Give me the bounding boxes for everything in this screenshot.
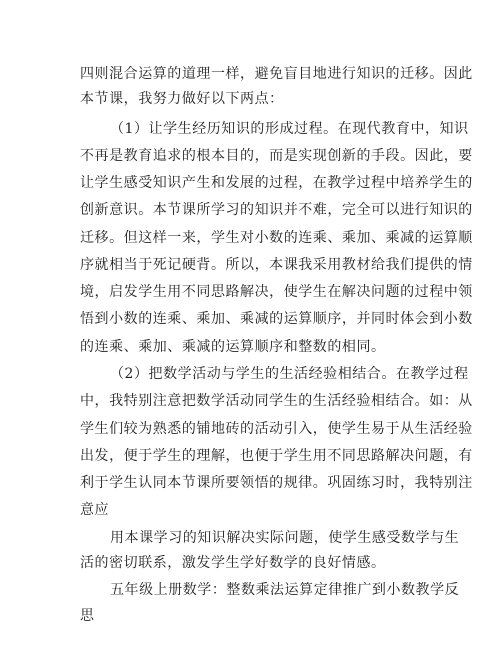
text-line: 用本课学习的知识解决实际问题，使学生感受数学与生 (110, 530, 460, 546)
text-line: 中，我特别注意把数学活动同学生的生活经验相结合。如：从 (80, 393, 473, 409)
section-heading: 思 (80, 608, 95, 624)
text-line: 不再是教育追求的根本目的，而是实现创新的手段。因此，要 (80, 148, 473, 164)
text-line: 让学生感受知识产生和发展的过程，在教学过程中培养学生的 (80, 175, 473, 191)
text-line: 活的密切联系，激发学生学好数学的良好情感。 (80, 555, 386, 571)
section-heading: 五年级上册数学：整数乘法运算定律推广到小数教学反 (110, 582, 460, 598)
text-line: 意应 (80, 502, 110, 518)
text-line: 的连乘、乘加、乘减的运算顺序和整数的相同。 (80, 339, 386, 355)
text-line: （1）让学生经历知识的形成过程。在现代教育中，知识 (110, 121, 469, 137)
text-line: 迁移。但这样一来，学生对小数的连乘、乘加、乘减的运算顺 (80, 230, 473, 246)
text-line: （2）把数学活动与学生的生活经验相结合。在教学过程 (110, 366, 469, 382)
text-line: 序就相当于死记硬背。所以，本课我采用教材给我们提供的情 (80, 257, 473, 273)
text-line: 四则混合运算的道理一样，避免盲目地进行知识的迁移。因此 (80, 66, 473, 82)
text-line: 创新意识。本节课所学习的知识并不难，完全可以进行知识的 (80, 202, 473, 218)
text-line: 学生们较为熟悉的铺地砖的活动引入，使学生易于从生活经验 (80, 421, 473, 437)
text-line: 出发，便于学生的理解，也便于学生用不同思路解决问题，有 (80, 448, 473, 464)
text-line: 境，启发学生用不同思路解决，使学生在解决问题的过程中领 (80, 284, 473, 300)
text-line: 本节课，我努力做好以下两点： (80, 91, 284, 107)
text-line: 悟到小数的连乘、乘加、乘减的运算顺序，并同时体会到小数 (80, 311, 473, 327)
text-line: 利于学生认同本节课所要领悟的规律。巩固练习时，我特别注 (80, 475, 473, 491)
